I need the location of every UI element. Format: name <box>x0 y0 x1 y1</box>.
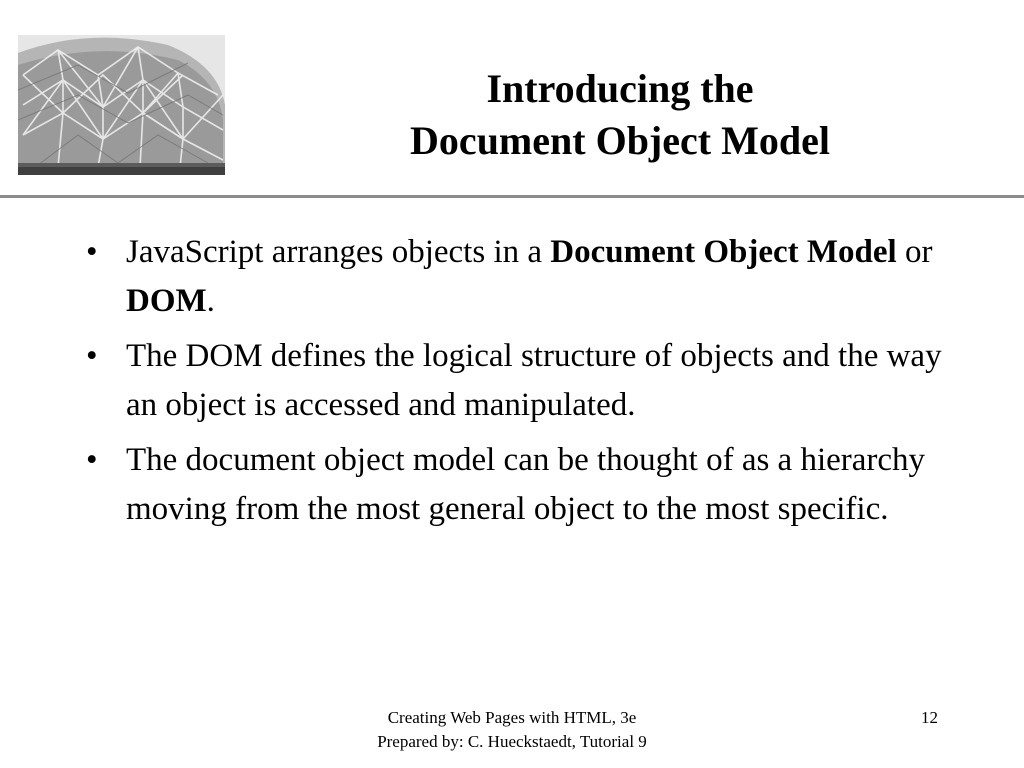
bullet-item <box>86 332 946 429</box>
title-divider <box>0 195 1024 198</box>
bullet-text: . <box>206 282 215 319</box>
bullet-list <box>86 228 946 540</box>
footer-credits <box>300 706 724 754</box>
slide-title <box>230 63 1010 167</box>
bullet-dot-icon: • <box>86 442 98 478</box>
slide-title-line-1: Introducing the <box>486 66 754 111</box>
bullet-item <box>86 228 946 325</box>
bullet-dot-icon: • <box>86 338 98 374</box>
slide-title-line-2: Document Object Model <box>410 118 830 163</box>
footer-course-title: Creating Web Pages with HTML, 3e <box>387 708 637 727</box>
bullet-emphasis-text: Document Object Model <box>550 234 897 270</box>
bullet-item <box>86 436 946 533</box>
page-number: 12 <box>921 708 938 727</box>
bullet-text: The DOM defines the logical structure of objects and the way an object is accessed and manipulated. <box>126 338 942 423</box>
bullet-text: The document object model can be thought of as a hierarchy moving from the most general object to the most specific. <box>126 442 926 527</box>
geodesic-structure-icon <box>18 35 225 175</box>
bullet-text: JavaScript arranges objects in a <box>126 234 551 270</box>
geodesic-structure-image <box>18 35 225 175</box>
bullet-emphasis-text: DOM <box>126 282 207 319</box>
bullet-text: or <box>896 234 933 270</box>
bullet-dot-icon: • <box>86 234 98 270</box>
footer-author: Prepared by: C. Hueckstaedt, Tutorial 9 <box>377 732 647 751</box>
